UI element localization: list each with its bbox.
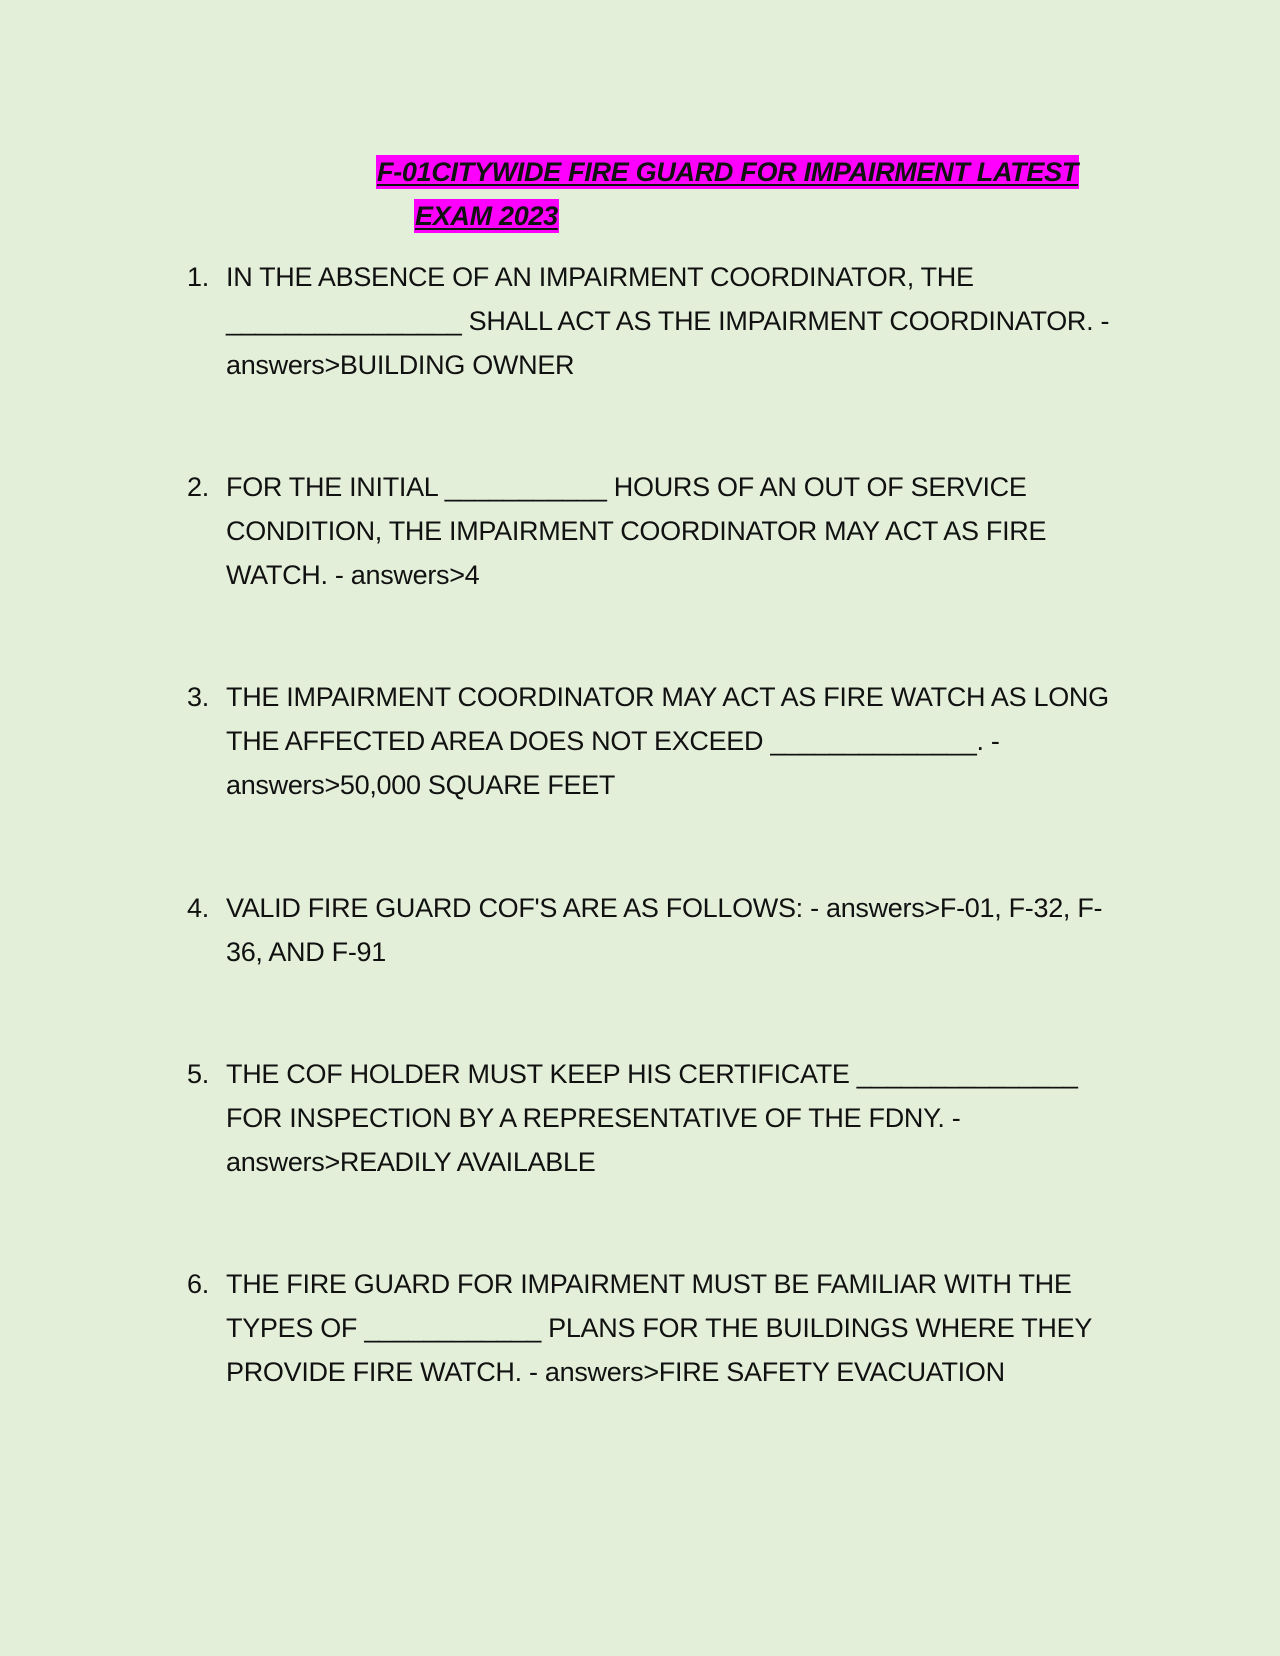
question-number: 6.	[187, 1269, 209, 1299]
question-text: THE COF HOLDER MUST KEEP HIS CERTIFICATE _______________ FOR INSPECTION BY A REPRESENTATIVE OF THE FDNY. - answers>READILY AVAILABLE	[226, 1059, 1085, 1177]
question-text: IN THE ABSENCE OF AN IMPAIRMENT COORDINATOR, THE ________________ SHALL ACT AS THE IMPAIRMENT COORDINATOR. - answers>BUILDING OWNER	[226, 262, 1117, 380]
question-item	[187, 1052, 1127, 1184]
question-text: FOR THE INITIAL ___________ HOURS OF AN OUT OF SERVICE CONDITION, THE IMPAIRMENT COORDINATOR MAY ACT AS FIRE WATCH. - answers>4	[226, 472, 1054, 590]
title-line-2: EXAM 2023	[415, 201, 558, 231]
question-item	[187, 675, 1127, 807]
question-number: 5.	[187, 1059, 209, 1089]
question-number: 2.	[187, 472, 209, 502]
document-title	[376, 150, 1126, 238]
question-number: 1.	[187, 262, 209, 292]
question-text: THE IMPAIRMENT COORDINATOR MAY ACT AS FIRE WATCH AS LONG THE AFFECTED AREA DOES NOT EXCEED ______________. - answers>50,000 SQUARE FEET	[226, 682, 1116, 800]
question-number: 4.	[187, 893, 209, 923]
question-item	[187, 1262, 1127, 1394]
question-text: THE FIRE GUARD FOR IMPAIRMENT MUST BE FAMILIAR WITH THE TYPES OF ____________ PLANS FOR THE BUILDINGS WHERE THEY PROVIDE FIRE WATCH. - answers>FIRE SAFETY EVACUATION	[226, 1269, 1099, 1387]
question-item	[187, 465, 1127, 597]
title-line-1: F-01CITYWIDE FIRE GUARD FOR IMPAIRMENT LATEST	[377, 157, 1078, 187]
question-item	[187, 886, 1127, 974]
question-text: VALID FIRE GUARD COF'S ARE AS FOLLOWS: - answers>F-01, F-32, F-36, AND F-91	[226, 893, 1103, 967]
question-item	[187, 255, 1127, 387]
question-number: 3.	[187, 682, 209, 712]
